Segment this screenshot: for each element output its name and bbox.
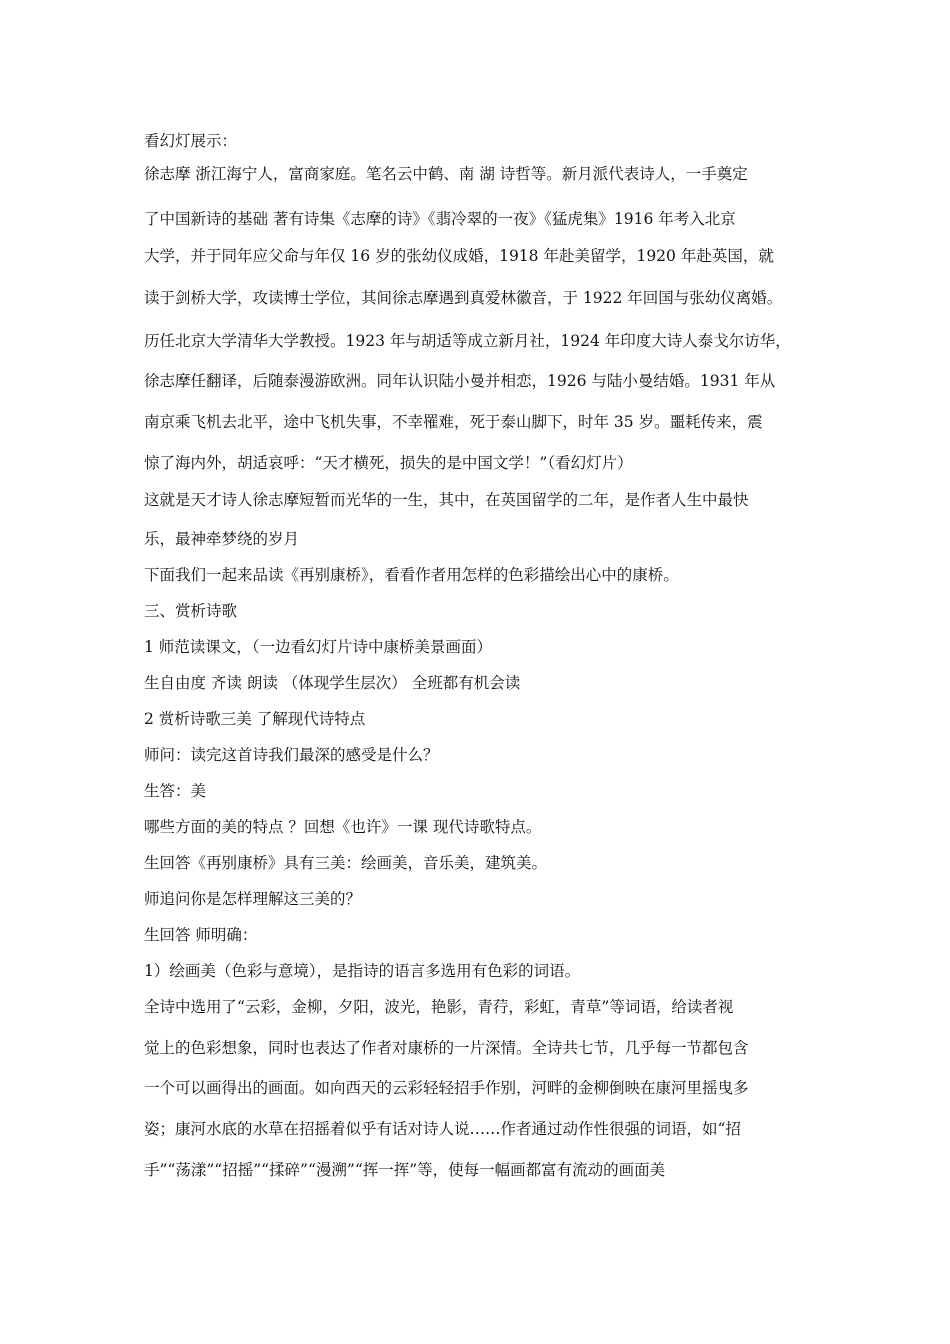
text-line: 生回答《再别康桥》具有三美：绘画美，音乐美，建筑美。 [144, 854, 548, 872]
text-line: 觉上的色彩想象，同时也表达了作者对康桥的一片深情。全诗共七节，几乎每一节都包含 [144, 1039, 749, 1057]
text-line: 徐志摩任翻译，后随泰漫游欧洲。同年认识陆小曼并相恋，1926 与陆小曼结婚。1931 年从 [144, 372, 776, 390]
text-line: 读于剑桥大学，攻读博士学位，其间徐志摩遇到真爱林徽音，于 1922 年回国与张幼仪离婚。 [144, 289, 783, 307]
text-line: 全诗中选用了“云彩，金柳，夕阳，波光，艳影，青荇，彩虹，青草”等词语，给读者视 [144, 998, 734, 1016]
text-line: 南京乘飞机去北平，途中飞机失事，不幸罹难，死于泰山脚下，时年 35 岁。噩耗传来，震 [144, 413, 763, 431]
text-line: 手”“荡漾”“招摇”“揉碎”“漫溯”“挥一挥”等，使每一幅画都富有流动的画面美 [144, 1161, 666, 1179]
text-line: 生自由度 齐读 朗读 （体现学生层次） 全班都有机会读 [144, 674, 521, 692]
text-line: 惊了海内外，胡适哀呼：“天才横死，损失的是中国文学！”（看幻灯片） [144, 454, 633, 472]
text-line: 师问：读完这首诗我们最深的感受是什么？ [144, 746, 439, 764]
text-line: 1 师范读课文，（一边看幻灯片诗中康桥美景画面） [144, 638, 493, 656]
text-line: 2 赏析诗歌三美 了解现代诗特点 [144, 710, 366, 728]
text-line: 历任北京大学清华大学教授。1923 年与胡适等成立新月社，1924 年印度大诗人泰戈尔访华， [144, 332, 791, 350]
text-line: 一个可以画得出的画面。如向西天的云彩轻轻招手作别，河畔的金柳倒映在康河里摇曳多 [144, 1079, 749, 1097]
text-line: 大学，并于同年应父命与年仅 16 岁的张幼仪成婚，1918 年赴美留学，1920 年赴英国，就 [144, 247, 774, 265]
text-line: 下面我们一起来品读《再别康桥》，看看作者用怎样的色彩描绘出心中的康桥。 [144, 566, 679, 584]
section-heading: 三、赏析诗歌 [144, 602, 238, 620]
text-line: 姿；康河水底的水草在招摇着似乎有话对诗人说……作者通过动作性很强的词语，如“招 [144, 1120, 741, 1138]
text-line: 1）绘画美（色彩与意境），是指诗的语言多选用有色彩的词语。 [144, 962, 581, 980]
text-line: 徐志摩 浙江海宁人，富商家庭。笔名云中鹤、南 湖 诗哲等。新月派代表诗人，一手奠定 [144, 165, 748, 183]
text-line: 了中国新诗的基础 著有诗集《志摩的诗》《翡冷翠的一夜》《猛虎集》1916 年考入北京 [144, 210, 736, 228]
text-line: 生回答 师明确： [144, 926, 258, 944]
text-line: 看幻灯展示： [144, 132, 238, 150]
text-line: 哪些方面的美的特点 ？回想《也许》一课 现代诗歌特点。 [144, 818, 542, 836]
text-line: 这就是天才诗人徐志摩短暂而光华的一生，其中，在英国留学的二年，是作者人生中最快 [144, 491, 749, 509]
text-line: 师追问你是怎样理解这三美的？ [144, 890, 362, 908]
text-line: 生答：美 [144, 782, 207, 800]
text-line: 乐，最神牵梦绕的岁月 [144, 530, 300, 548]
